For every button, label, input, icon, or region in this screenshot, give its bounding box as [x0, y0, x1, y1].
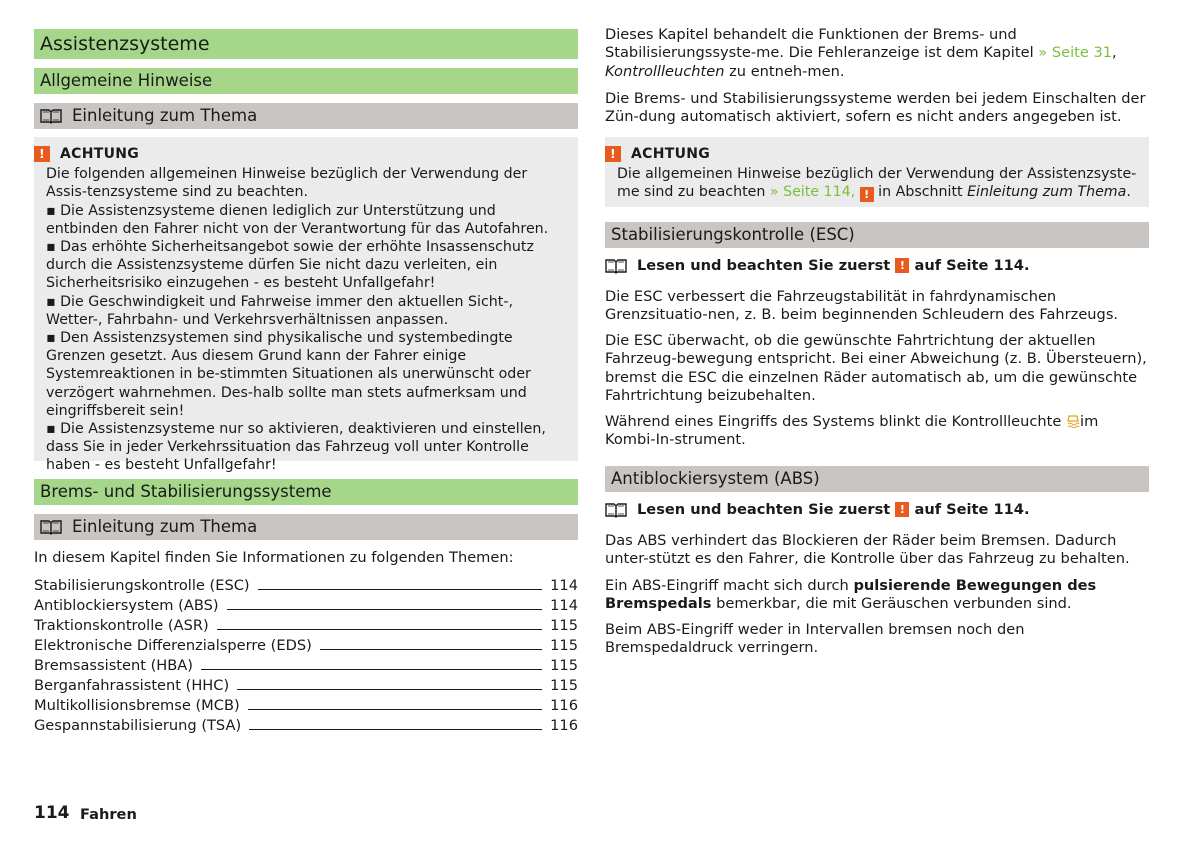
- warning-intro: Die folgenden allgemeinen Hinweise bezüglich der Verwendung der Assis-tenzsysteme sind zu beachten.: [46, 166, 528, 201]
- warning-bullet: ▪ Den Assistenzsystemen sind physikalische und systembedingte Grenzen gesetzt. Aus diesem Grund kann der Fahrer einige Systemreaktionen in be-stimmten Situationen als unerwünscht oder verzögert wahrnehmen. Des-halb sollte man stets aufmerksam und eingriffsbereit sein!: [46, 330, 531, 419]
- warning-icon: !: [605, 146, 621, 162]
- esc-paragraph-3: Während eines Eingriffs des Systems blinkt die Kontrollleuchte im Kombi-In-strument.: [605, 413, 1099, 449]
- warning-icon: !: [895, 502, 909, 517]
- toc-item[interactable]: Stabilisierungskontrolle (ESC) 114: [34, 577, 578, 594]
- warning-bullet: ▪ Die Assistenzsysteme nur so aktivieren, deaktivieren und einstellen, dass Sie in jeder Verkehrssituation das Fahrzeug voll unter Kontrolle haben - es besteht Unfallgefahr!: [46, 421, 546, 474]
- esc-paragraph-1: Die ESC verbessert die Fahrzeugstabilität in fahrdynamischen Grenzsituatio-nen, z. B. beim beginnenden Schleudern des Fahrzeugs.: [605, 288, 1119, 324]
- intro-heading-2: [34, 514, 578, 540]
- toc-item[interactable]: Antiblockiersystem (ABS) 114: [34, 597, 578, 614]
- abs-paragraph-1: Das ABS verhindert das Blockieren der Räder beim Bremsen. Dadurch unter-stützt es den Fahrer, die Kontrolle über das Fahrzeug zu behalten.: [605, 532, 1130, 568]
- intro-heading: [34, 103, 578, 129]
- abs-read-first: Lesen und beachten Sie zuerst ! auf Seite 114.: [605, 501, 1149, 518]
- toc-item[interactable]: Bremsassistent (HBA) 115: [34, 657, 578, 674]
- warning-title: ! ACHTUNG: [605, 145, 1137, 163]
- page-number: 114: [34, 803, 70, 823]
- footer-section: Fahren: [80, 806, 137, 823]
- esc-warning-light-icon: [1066, 414, 1080, 428]
- abs-heading: Antiblockiersystem (ABS): [605, 466, 1149, 492]
- section-heading-general: Allgemeine Hinweise: [34, 68, 578, 94]
- book-icon: [40, 108, 62, 124]
- book-icon: [605, 258, 627, 274]
- toc-item[interactable]: Elektronische Differenzialsperre (EDS) 115: [34, 637, 578, 654]
- section-heading-brakes: Brems- und Stabilisierungssysteme: [34, 479, 578, 505]
- book-icon: [605, 502, 627, 518]
- warning-box: [34, 137, 578, 474]
- toc-item[interactable]: Berganfahrassistent (HHC) 115: [34, 677, 578, 694]
- warning-icon: !: [895, 258, 909, 273]
- warning-bullet: ▪ Das erhöhte Sicherheitsangebot sowie der erhöhte Insassenschutz durch die Assistenzsysteme dürfen Sie nicht dazu verleiten, ein Sicherheitsrisiko einzugehen - es besteht Unfallgefahr!: [46, 239, 534, 292]
- esc-read-first: Lesen und beachten Sie zuerst ! auf Seite 114.: [605, 257, 1149, 274]
- book-icon: [40, 519, 62, 535]
- abs-paragraph-3: Beim ABS-Eingriff weder in Intervallen bremsen noch den Bremspedaldruck verringern.: [605, 621, 1025, 657]
- warning-icon: !: [860, 187, 874, 202]
- chapter-heading: Assistenzsysteme: [34, 29, 578, 59]
- intro-heading-label: Einleitung zum Thema: [72, 517, 258, 536]
- warning-title: ! ACHTUNG: [34, 145, 566, 163]
- esc-paragraph-2: Die ESC überwacht, ob die gewünschte Fahrtrichtung der aktuellen Fahrzeug-bewegung entspricht. Bei einer Abweichung (z. B. Übersteuern), bremst die ESC die einzelnen Räder automatisch ab, um die gewünschte Fahrtrichtung beizubehalten.: [605, 332, 1147, 404]
- abs-paragraph-2: Ein ABS-Eingriff macht sich durch pulsierende Bewegungen des Bremspedals bemerkbar, die mit Geräuschen verbunden sind.: [605, 577, 1097, 613]
- page-link[interactable]: » Seite 114,: [769, 184, 856, 201]
- warning-text: Die allgemeinen Hinweise bezüglich der Verwendung der Assistenzsyste-me sind zu beachten » Seite 114, ! in Abschnitt Einleitung zum Thema.: [617, 166, 1137, 202]
- toc-item[interactable]: Multikollisionsbremse (MCB) 116: [34, 697, 578, 714]
- toc-item[interactable]: Gespannstabilisierung (TSA) 116: [34, 717, 578, 734]
- toc-item[interactable]: Traktionskontrolle (ASR) 115: [34, 617, 578, 634]
- intro-paragraph: Dieses Kapitel behandelt die Funktionen der Brems- und Stabilisierungssyste-me. Die Fehleranzeige ist dem Kapitel » Seite 31, Kontrollleuchten zu entneh-men.: [605, 26, 1117, 80]
- warning-bullet: ▪ Die Assistenzsysteme dienen lediglich zur Unterstützung und entbinden den Fahrer nicht von der Verantwortung für das Autofahren.: [46, 202, 549, 237]
- toc-intro: In diesem Kapitel finden Sie Informationen zu folgenden Themen:: [34, 549, 514, 566]
- esc-heading: Stabilisierungskontrolle (ESC): [605, 222, 1149, 248]
- warning-bullet: ▪ Die Geschwindigkeit und Fahrweise immer den aktuellen Sicht-, Wetter-, Fahrbahn- und Verkehrsverhältnissen anpassen.: [46, 293, 513, 328]
- page-link[interactable]: » Seite 31: [1038, 44, 1113, 62]
- warning-box-2: [605, 137, 1149, 207]
- intro-heading-label: Einleitung zum Thema: [72, 106, 258, 125]
- activation-paragraph: Die Brems- und Stabilisierungssysteme werden bei jedem Einschalten der Zün-dung automatisch aktiviert, sofern es nicht anders angegeben ist.: [605, 90, 1146, 126]
- warning-icon: !: [34, 146, 50, 162]
